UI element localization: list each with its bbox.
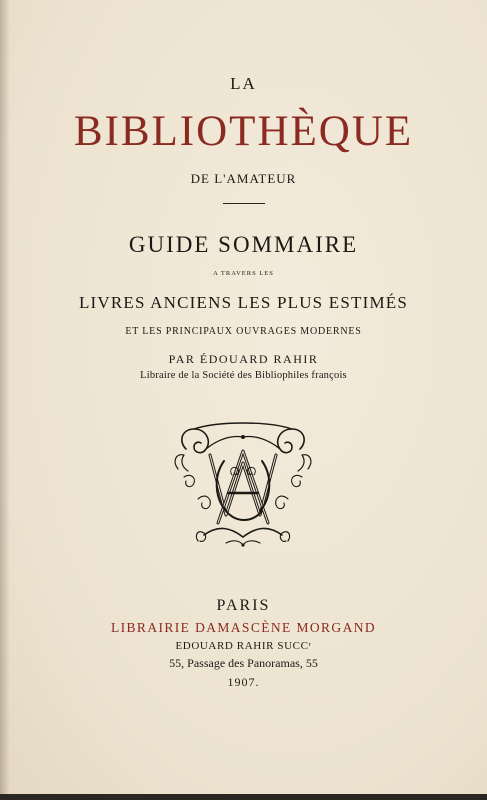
subtitle: DE L'AMATEUR — [190, 171, 297, 186]
author-line: PAR ÉDOUARD RAHIR — [168, 352, 319, 366]
imprint-publisher: LIBRAIRIE DAMASCÈNE MORGAND — [110, 620, 377, 635]
imprint-successor: EDOUARD RAHIR SUCCʳ — [175, 640, 312, 652]
page-bottom-edge — [0, 794, 487, 800]
title-divider — [223, 203, 265, 204]
imprint-address: 55, Passage des Panoramas, 55 — [169, 656, 318, 670]
main-title: BIBLIOTHÈQUE — [73, 108, 414, 155]
monogram-ornament-icon — [168, 415, 318, 551]
imprint-city: PARIS — [216, 597, 271, 614]
a-travers-line: A TRAVERS LES — [213, 270, 274, 277]
author-role-line: Libraire de la Société des Bibliophiles françois — [140, 370, 347, 381]
title-article: LA — [230, 74, 257, 93]
livres-line: LIVRES ANCIENS LES PLUS ESTIMÉS — [78, 293, 409, 312]
imprint-year: 1907. — [227, 675, 260, 689]
guide-heading: GUIDE SOMMAIRE — [128, 232, 359, 257]
principaux-line: ET LES PRINCIPAUX OUVRAGES MODERNES — [125, 326, 362, 337]
